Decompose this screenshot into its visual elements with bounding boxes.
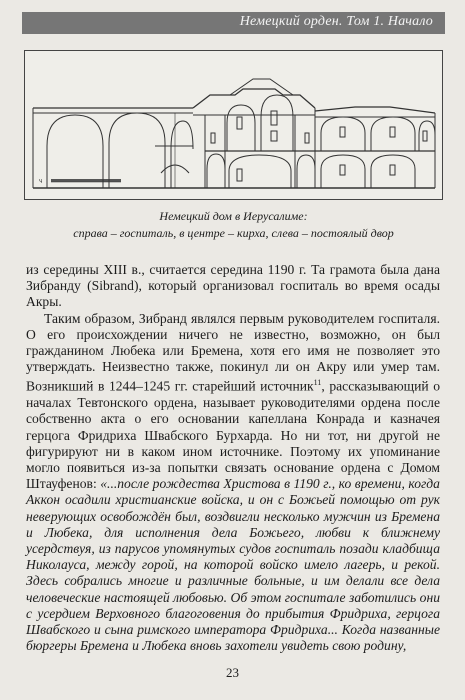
paragraph-2-part-b: , рассказывающий о началах Тевтонского ордена, называет руководителями ордена после собственно акта о его основании капеллана Конрада и казначея герцога Фридриха Швабского Бурхарда. Но ни тот, ни другой не фигурируют ни в каком ином источнике. Поэтому их упоминание могло появиться из-за попытки связать основание ордена с Домом Штауфенов:	[26, 378, 440, 492]
figure-caption-line2: справа – госпиталь, в центре – кирха, слева – постоялый двор	[73, 226, 394, 240]
page-number: 23	[226, 665, 239, 680]
paragraph-2-part-a: Таким образом, Зибранд являлся первым руководителем госпиталя. О его происхождении ничего не известно, возможно, он был гражданином Любека или Бремена, хотя его имя не позволяет это утверждать. Неизвестно также, покинул ли он Акру или умер там. Возникший в 1244–1245 гг. старейший источник	[26, 310, 440, 394]
architectural-section-figure	[24, 50, 443, 200]
hospital-section	[315, 107, 435, 188]
body-text	[26, 262, 440, 654]
footnote-reference: 11	[313, 378, 322, 388]
scale-label: Ч	[39, 179, 43, 185]
scale-bar	[51, 179, 121, 182]
chronicle-quote: «...после рождества Христова в 1190 г., ко времени, когда Аккон осадили христианские войска, и он с Божьей помощью от рук неверующих освобождён был, воздвигли несколько мужчин из Бремена и Любека, для исполнения дела Божьего, любви к ближнему усердствуя, из парусов упомянутых судов госпиталь позади кладбища Николауса, между горой, на которой войско имело лагерь, и рекой. Здесь собрались многие и различные больные, и им делали все дела человеческие настоящей любовью. Об этом госпитале заботились они с усердием Верховного благоговения до прибытия Фридриха, герцога Швабского и сына римского императора Фридриха... Когда названные бюргеры Бремена и Любека вновь захотели увидеть свою родину,	[26, 476, 440, 654]
building-section-drawing	[25, 51, 442, 199]
running-header	[22, 12, 445, 34]
figure-caption-line1: Немецкий дом в Иерусалиме:	[159, 209, 308, 223]
church-section	[193, 79, 315, 188]
running-header-title: Немецкий орден. Том 1. Начало	[239, 14, 433, 29]
paragraph-2	[26, 311, 440, 655]
paragraph-1: из середины XIII в., считается середина 1190 г. Та грамота была дана Зибранду (Sibrand), который организовал госпиталь во время осады Акры.	[26, 262, 440, 310]
figure-caption	[24, 208, 443, 242]
courtyard-section	[33, 108, 193, 188]
